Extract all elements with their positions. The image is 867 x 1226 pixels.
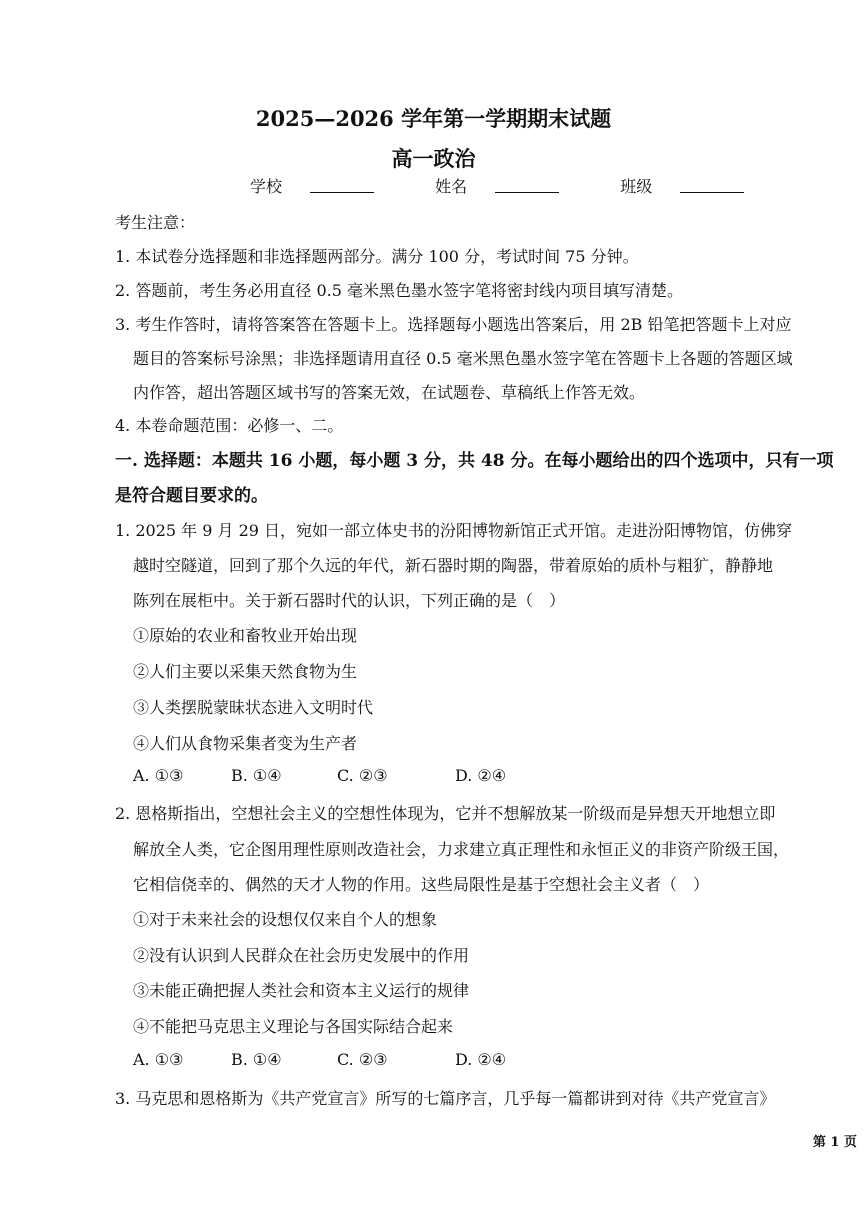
exam-title: 2025—2026 学年第一学期期末试题	[255, 106, 612, 131]
q2-line-1: 2. 恩格斯指出，空想社会主义的空想性体现为，它并不想解放某一阶级而是异想天开地想立即	[115, 804, 776, 823]
name-blank[interactable]	[495, 176, 559, 193]
q2-options	[133, 1050, 506, 1069]
school-blank[interactable]	[310, 176, 374, 193]
q2-option-b[interactable]: B. ①④	[231, 1050, 282, 1069]
q1-option-c[interactable]: C. ②③	[337, 766, 388, 785]
q2-statement-3: ③未能正确把握人类社会和资本主义运行的规律	[133, 981, 470, 1000]
section-heading-2: 是符合题目要求的。	[115, 486, 268, 506]
note-3c: 内作答，超出答题区域书写的答案无效，在试题卷、草稿纸上作答无效。	[133, 383, 646, 402]
q2-line-2: 解放全人类，它企图用理性原则改造社会，力求建立真正理性和永恒正义的非资产阶级王国，	[133, 840, 790, 859]
q3-line-1: 3. 马克思和恩格斯为《共产党宣言》所写的七篇序言，几乎每一篇都讲到对待《共产党宣言》	[115, 1089, 776, 1108]
q2-line-3: 它相信侥幸的、偶然的天才人物的作用。这些局限性是基于空想社会主义者（ ）	[133, 875, 710, 894]
q1-option-b[interactable]: B. ①④	[231, 766, 282, 785]
q1-line-2: 越时空隧道，回到了那个久远的年代，新石器时期的陶器，带着原始的质朴与粗犷，静静地	[133, 556, 774, 575]
student-info	[250, 174, 800, 197]
q1-statement-3: ③人类摆脱蒙昧状态进入文明时代	[133, 698, 374, 717]
q1-options	[133, 766, 506, 785]
q2-option-a[interactable]: A. ①③	[133, 1050, 184, 1069]
exam-subject: 高一政治	[391, 146, 476, 171]
note-4: 4. 本卷命题范围：必修一、二。	[115, 416, 344, 435]
q2-option-c[interactable]: C. ②③	[337, 1050, 388, 1069]
q2-option-d[interactable]: D. ②④	[455, 1050, 507, 1069]
note-3a: 3. 考生作答时，请将答案答在答题卡上。选择题每小题选出答案后，用 2B 铅笔把答题卡上对应	[115, 315, 792, 334]
q1-option-d[interactable]: D. ②④	[455, 766, 507, 785]
page-number: 第 1 页	[812, 1135, 857, 1150]
class-blank[interactable]	[680, 176, 744, 193]
note-3b: 题目的答案标号涂黑；非选择题请用直径 0.5 毫米黑色墨水签字笔在答题卡上各题的答题区域	[133, 349, 793, 368]
q1-option-a[interactable]: A. ①③	[133, 766, 184, 785]
class-label: 班级	[620, 177, 653, 196]
q1-statement-2: ②人们主要以采集天然食物为生	[133, 662, 358, 681]
note-2: 2. 答题前，考生务必用直径 0.5 毫米黑色墨水签字笔将密封线内项目填写清楚。	[115, 281, 683, 300]
q1-statement-4: ④人们从食物采集者变为生产者	[133, 734, 358, 753]
q2-statement-1: ①对于未来社会的设想仅仅来自个人的想象	[133, 910, 438, 929]
school-label: 学校	[250, 177, 283, 196]
q1-line-1: 1. 2025 年 9 月 29 日，宛如一部立体史书的汾阳博物新馆正式开馆。走进汾阳博物馆，仿佛穿	[115, 521, 793, 540]
note-1: 1. 本试卷分选择题和非选择题两部分。满分 100 分，考试时间 75 分钟。	[115, 247, 639, 266]
q1-line-3: 陈列在展柜中。关于新石器时代的认识，下列正确的是（ ）	[133, 591, 566, 610]
section-heading-1: 一. 选择题：本题共 16 小题，每小题 3 分，共 48 分。在每小题给出的四个选项中，只有一项	[115, 451, 834, 471]
q2-statement-2: ②没有认识到人民群众在社会历史发展中的作用	[133, 946, 470, 965]
q1-statement-1: ①原始的农业和畜牧业开始出现	[133, 626, 358, 645]
q2-statement-4: ④不能把马克思主义理论与各国实际结合起来	[133, 1017, 454, 1036]
name-label: 姓名	[435, 177, 468, 196]
notes-heading: 考生注意：	[115, 213, 196, 232]
